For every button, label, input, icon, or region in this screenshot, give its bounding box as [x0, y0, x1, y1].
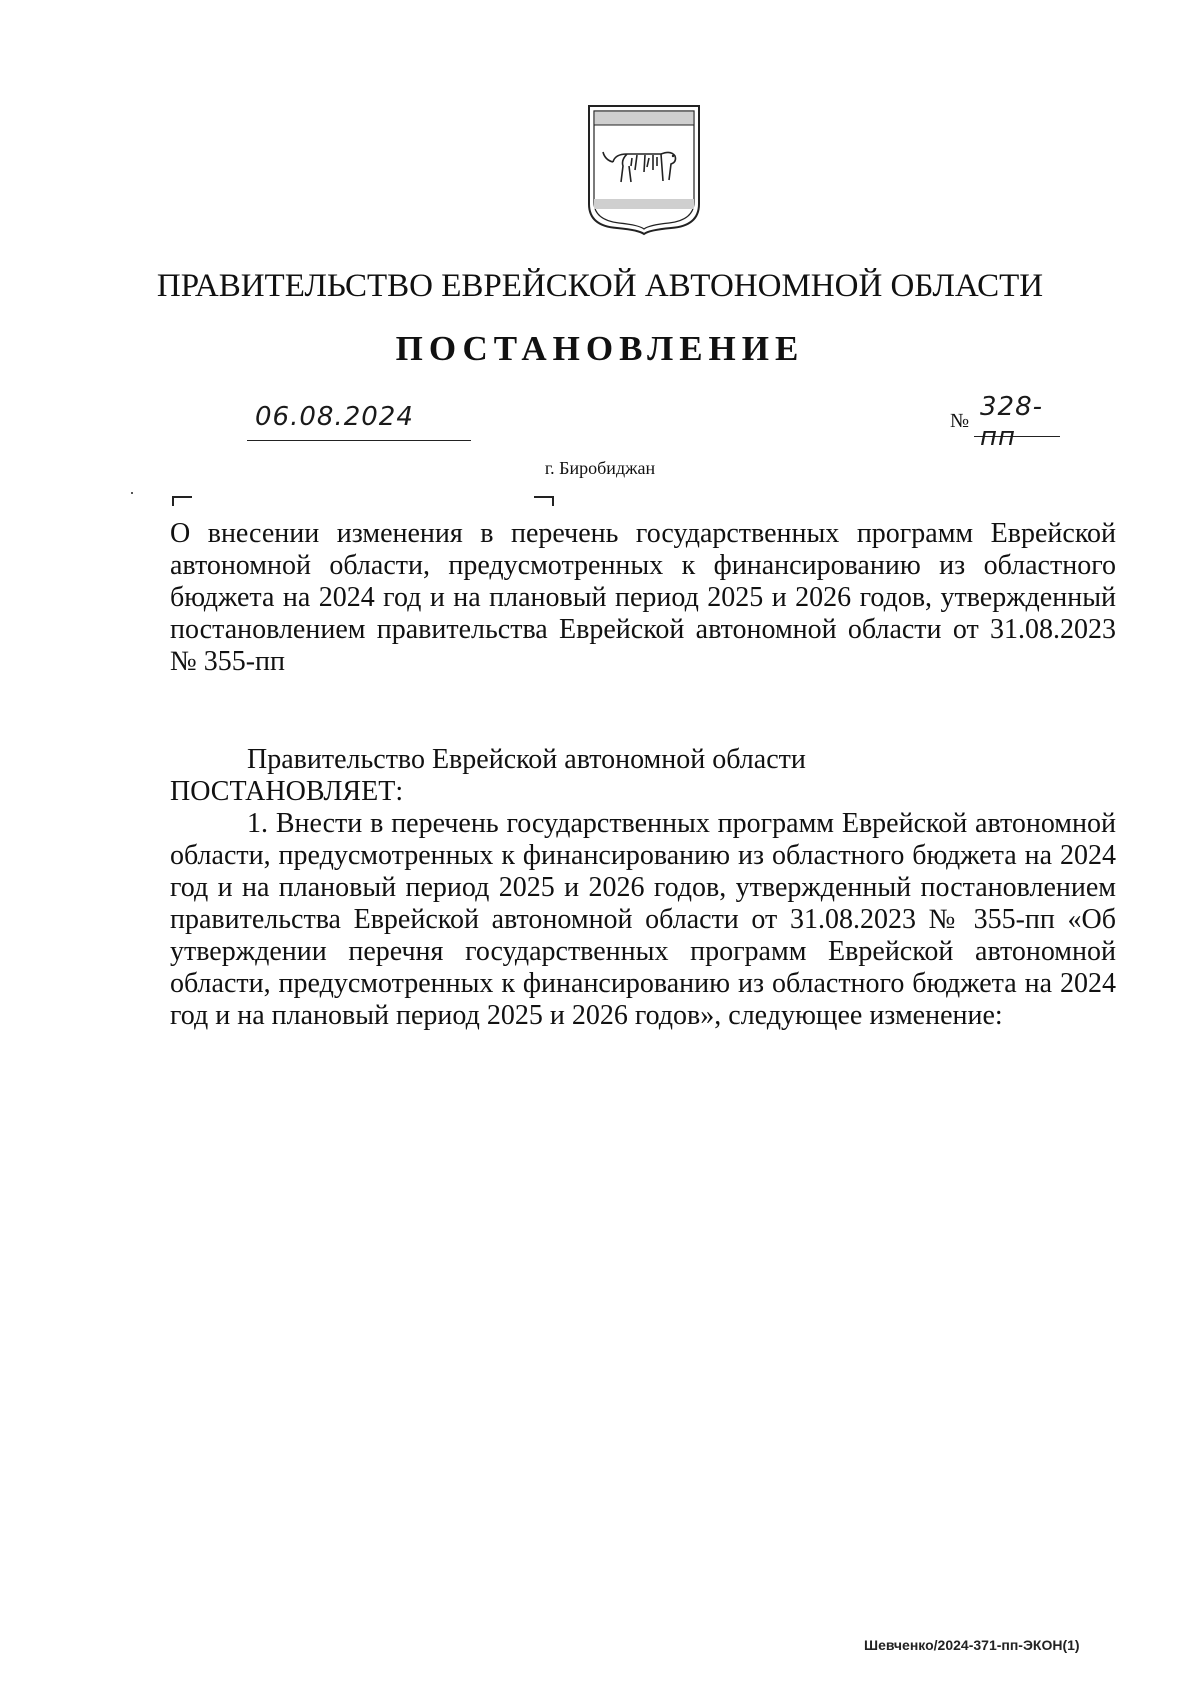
handwritten-date: 06.08.2024: [255, 402, 414, 432]
date-field: [247, 400, 471, 441]
preamble: Правительство Еврейской автономной области: [247, 744, 806, 775]
title-corner-right: [534, 496, 554, 506]
government-title: ПРАВИТЕЛЬСТВО ЕВРЕЙСКОЙ АВТОНОМНОЙ ОБЛАСТИ: [156, 268, 1044, 304]
city-name: г. Биробиджан: [544, 458, 656, 478]
handwritten-number: 328-пп: [980, 392, 1044, 452]
tiger-coat-of-arms-icon: [587, 104, 701, 236]
executor-code: Шевченко/2024-371-пп-ЭКОН(1): [864, 1637, 1080, 1653]
document-type: ПОСТАНОВЛЕНИЕ: [395, 329, 805, 368]
number-field: [974, 392, 1060, 452]
resolves-heading: ПОСТАНОВЛЯЕТ:: [170, 776, 404, 807]
scan-speck: [131, 492, 133, 494]
document-subject: О внесении изменения в перечень государственных программ Еврейской автономной области, предусмотренных к финансированию из областного бюджета на 2024 год и на плановый период 2025 и 2026 годов, утвержденный постановлением правительства Еврейской автономной области от 31.08.2023 № 355-пп: [170, 518, 1116, 677]
document-body: [170, 744, 1116, 1032]
item-1: 1. Внести в перечень государственных программ Еврейской автономной области, предусмотренных к финансированию из областного бюджета на 2024 год и на плановый период 2025 и 2026 годов, утвержденный постановлением правительства Еврейской автономной области от 31.08.2023 № 355-пп «Об утверждении перечня государственных программ Еврейской автономной области, предусмотренных к финансированию из областного бюджета на 2024 год и на плановый период 2025 и 2026 годов», следующее изменение:: [170, 808, 1116, 1031]
title-corner-left: [172, 496, 192, 506]
number-label: №: [950, 410, 970, 432]
